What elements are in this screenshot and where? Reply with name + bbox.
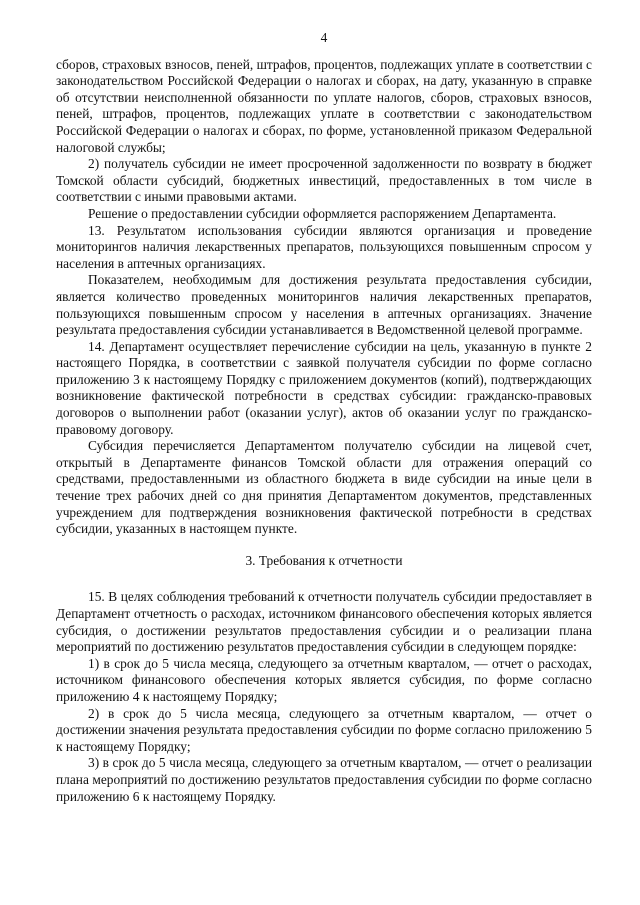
paragraph-decision: Решение о предоставлении субсидии оформляется распоряжением Департамента. xyxy=(88,205,557,221)
paragraph-13: 13. Результатом использования субсидии являются организация и проведение мониторингов наличия лекарственных препаратов, пользующихся повышенным спросом у населения в аптечных организациях. xyxy=(56,222,592,271)
body-before-heading xyxy=(56,57,592,538)
paragraph-continuation: сборов, страховых взносов, пеней, штрафов, процентов, подлежащих уплате в соответствии с законодательством Российской Федерации о налогах и сборах, на дату, указанную в справке об отсутствии неисполненной обязанности по уплате налогов, сборов, страховых взносов, пеней, штрафов, процентов, подлежащих уплате в соответствии с законодательством Российской Федерации о налогах и сборах, по форме, установленной приказом Федеральной налоговой службы; xyxy=(56,56,592,155)
paragraph-report-1: 1) в срок до 5 числа месяца, следующего за отчетным кварталом, — отчет о расходах, источником финансового обеспечения которых является субсидия, по форме согласно приложению 4 к настоящему Порядку; xyxy=(56,655,592,704)
section-heading: 3. Требования к отчетности xyxy=(245,552,403,568)
paragraph-condition-2: 2) получатель субсидии не имеет просроченной задолженности по возврату в бюджет Томской области субсидий, бюджетных инвестиций, предоставленных в том числе в соответствии с иными правовыми актами. xyxy=(56,156,592,205)
paragraph-15: 15. В целях соблюдения требований к отчетности получатель субсидии предоставляет в Департамент отчетность о расходах, источником финансового обеспечения которых является субсидия, о достижении результатов предоставления субсидии и о реализации плана мероприятий по достижению результатов предоставления субсидии в следующем порядке: xyxy=(56,589,592,655)
paragraph-report-2: 2) в срок до 5 числа месяца, следующего за отчетным кварталом, — отчет о достижении значения результата предоставления субсидии по форме согласно приложению 5 к настоящему Порядку; xyxy=(56,705,592,754)
page-number: 4 xyxy=(320,30,328,45)
paragraph-indicator: Показателем, необходимым для достижения результата предоставления субсидии, является количество проведенных мониторингов наличия лекарственных препаратов, пользующихся повышенным спросом у населения в аптечных организациях. Значение результата предоставления субсидии устанавливается в Ведомственной целевой программе. xyxy=(56,272,592,338)
paragraph-transfer: Субсидия перечисляется Департаментом получателю субсидии на лицевой счет, открытый в Департаменте финансов Томской области для отражения операций со средствами, предоставленными из областного бюджета в виде субсидии на иные цели в течение трех рабочих дней со дня принятия Департаментом документов, представленных учреждением для подтверждения возникновения фактической потребности в средствах субсидии, указанных в настоящем пункте. xyxy=(56,438,592,537)
paragraph-14: 14. Департамент осуществляет перечисление субсидии на цель, указанную в пункте 2 настоящего Порядка, в соответствии с заявкой получателя субсидии по форме согласно приложению 3 к настоящему Порядку с приложением документов (копий), подтверждающих возникновение фактической потребности в средствах субсидии: гражданско-правовых договоров о выполнении работ (оказании услуг), актов об оказании услуг по гражданско-правовому договору. xyxy=(56,338,592,437)
body-after-heading xyxy=(56,589,592,805)
paragraph-report-3: 3) в срок до 5 числа месяца, следующего за отчетным кварталом, — отчет о реализации плана мероприятий по достижению результатов предоставления субсидии по форме согласно приложению 6 к настоящему Порядку. xyxy=(56,755,592,804)
